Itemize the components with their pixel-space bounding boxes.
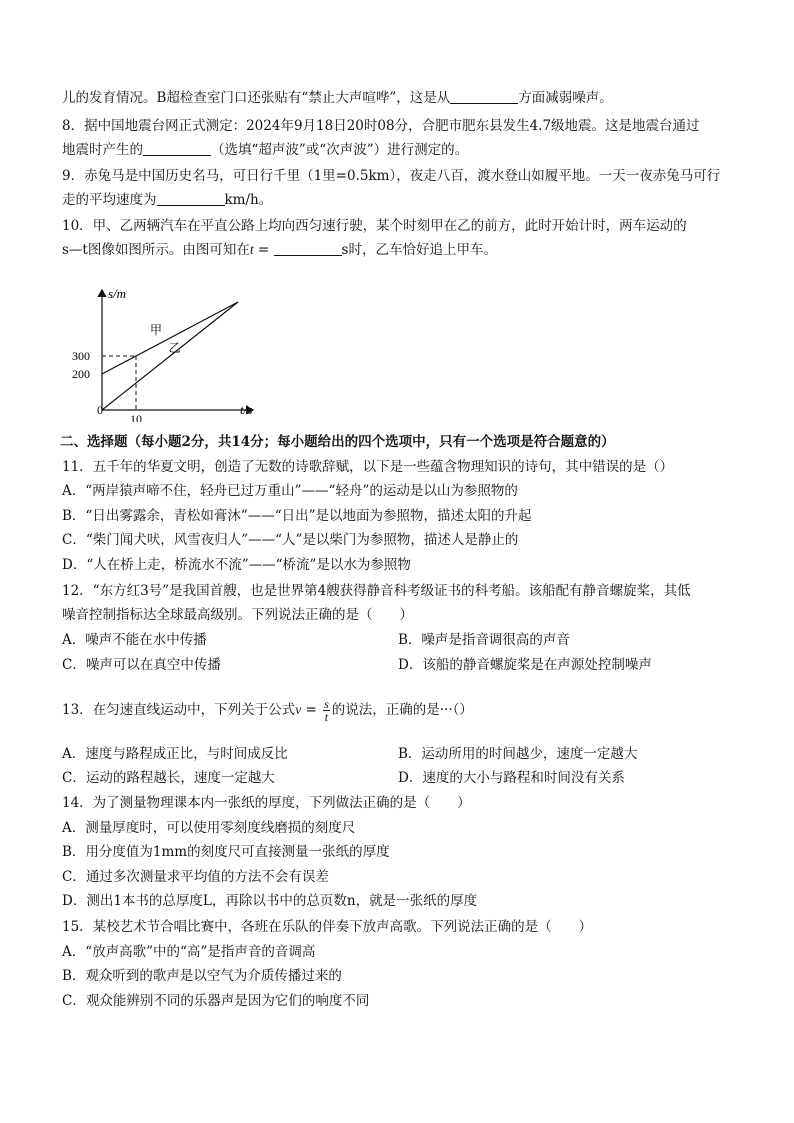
x-tick-label: 10 [130, 412, 142, 422]
line-q7-end: 儿的发育情况。B超检查室门口还张贴有“禁止大声喧哗”，这是从 方面减弱噪声。 [62, 90, 613, 106]
q11-option-d[interactable]: D．“人在桥上走，桥流水不流”——“桥流”是以水为参照物 [62, 557, 411, 573]
answer-blank[interactable] [450, 89, 518, 104]
q14-option-b[interactable]: B．用分度值为1mm的刻度尺可直接测量一张纸的厚度 [62, 844, 390, 860]
series-label-jia: 甲 [150, 322, 163, 337]
series-line-jia [102, 302, 238, 374]
q11-option-c[interactable]: C．“柴门闻犬吠，风雪夜归人”——“人”是以柴门为参照物，描述人是静止的 [62, 532, 519, 548]
origin-label: 0 [97, 403, 103, 417]
q11-option-b[interactable]: B．“日出雾露余，青松如膏沐”——“日出”是以地面为参照物，描述太阳的升起 [62, 508, 532, 524]
q12-option-a[interactable]: A．噪声不能在水中传播 [62, 632, 207, 648]
y-axis-label: s/m [108, 286, 127, 301]
formula-fraction: $\frac{s}{t}$ [324, 697, 329, 724]
q15-stem: 15．某校艺术节合唱比赛中，各班在乐队的伴奏下放声高歌。下列说法正确的是（ ） [62, 919, 593, 935]
q12-stem-2: 噪音控制指标达全球最高级别。下列说法正确的是（ ） [62, 607, 413, 623]
q8-line-2: 地震时产生的 （选填“超声波”或“次声波”）进行测定的。 [62, 142, 469, 158]
q10-line-1: 10．甲、乙两辆汽车在平直公路上均向西匀速行驶，某个时刻甲在乙的前方，此时开始计时，两车运动的 [62, 218, 687, 234]
series-label-yi: 乙 [168, 341, 181, 355]
q8-line-1: 8．据中国地震台网正式测定：2024年9月18日20时08分，合肥市肥东县发生4.7级地震。这是地震台通过 [62, 118, 700, 134]
q15-option-a[interactable]: A．“放声高歌”中的“高”是指声音的音调高 [62, 944, 316, 960]
q11-option-a[interactable]: A．“两岸猿声啼不住，轻舟已过万重山”——“轻舟”的运动是以山为参照物的 [62, 483, 518, 499]
series-line-yi [102, 302, 238, 410]
q15-option-c[interactable]: C．观众能辨别不同的乐器声是因为它们的响度不同 [62, 993, 370, 1009]
q10-line-2: s—t图像如图所示。由图可知在t = s时，乙车恰好追上甲车。 [62, 242, 497, 258]
y-tick-label: 200 [72, 367, 90, 381]
answer-blank[interactable] [143, 141, 211, 156]
q14-option-a[interactable]: A．测量厚度时，可以使用零刻度线磨损的刻度尺 [62, 820, 356, 836]
q13-option-c[interactable]: C．运动的路程越长，速度一定越大 [62, 770, 275, 786]
section-2-title: 二、选择题（每小题2分，共14分；每小题给出的四个选项中，只有一个选项是符合题意的） [60, 434, 615, 450]
q12-stem-1: 12．“东方红3号”是我国首艘，也是世界第4艘获得静音科考级证书的科考船。该船配有静音螺旋桨，其低 [62, 583, 691, 599]
answer-blank[interactable] [274, 241, 342, 256]
q13-option-b[interactable]: B．运动所用的时间越少，速度一定越大 [398, 746, 638, 762]
st-graph [68, 282, 268, 422]
q12-option-d[interactable]: D．该船的静音螺旋桨是在声源处控制噪声 [398, 657, 652, 673]
q9-line-2: 走的平均速度为 km/h。 [62, 192, 273, 208]
answer-blank[interactable] [157, 191, 225, 206]
q11-stem: 11．五千年的华夏文明，创造了无数的诗歌辞赋，以下是一些蕴含物理知识的诗句，其中错误的是（） [62, 459, 674, 475]
x-axis-label: t/s [240, 402, 253, 417]
q14-option-c[interactable]: C．通过多次测量求平均值的方法不会有误差 [62, 869, 329, 885]
q13-option-d[interactable]: D．速度的大小与路程和时间没有关系 [398, 770, 625, 786]
y-tick-label: 300 [72, 349, 90, 363]
q9-line-1: 9．赤兔马是中国历史名马，可日行千里（1里=0.5km），夜走八百，渡水登山如履平地。一天一夜赤兔马可行 [62, 168, 721, 184]
q12-option-c[interactable]: C．噪声可以在真空中传播 [62, 657, 221, 673]
q13-stem: 13．在匀速直线运动中，下列关于公式v = $\frac{s}{t}$ 的说法，正确的是···（） [62, 697, 473, 724]
q12-option-b[interactable]: B．噪声是指音调很高的声音 [398, 632, 570, 648]
q14-stem: 14．为了测量物理课本内一张纸的厚度，下列做法正确的是（ ） [62, 795, 471, 811]
q15-option-b[interactable]: B．观众听到的歌声是以空气为介质传播过来的 [62, 968, 342, 984]
q13-option-a[interactable]: A．速度与路程成正比，与时间成反比 [62, 746, 288, 762]
q14-option-d[interactable]: D．测出1本书的总厚度L，再除以书中的总页数n，就是一张纸的厚度 [62, 893, 478, 909]
